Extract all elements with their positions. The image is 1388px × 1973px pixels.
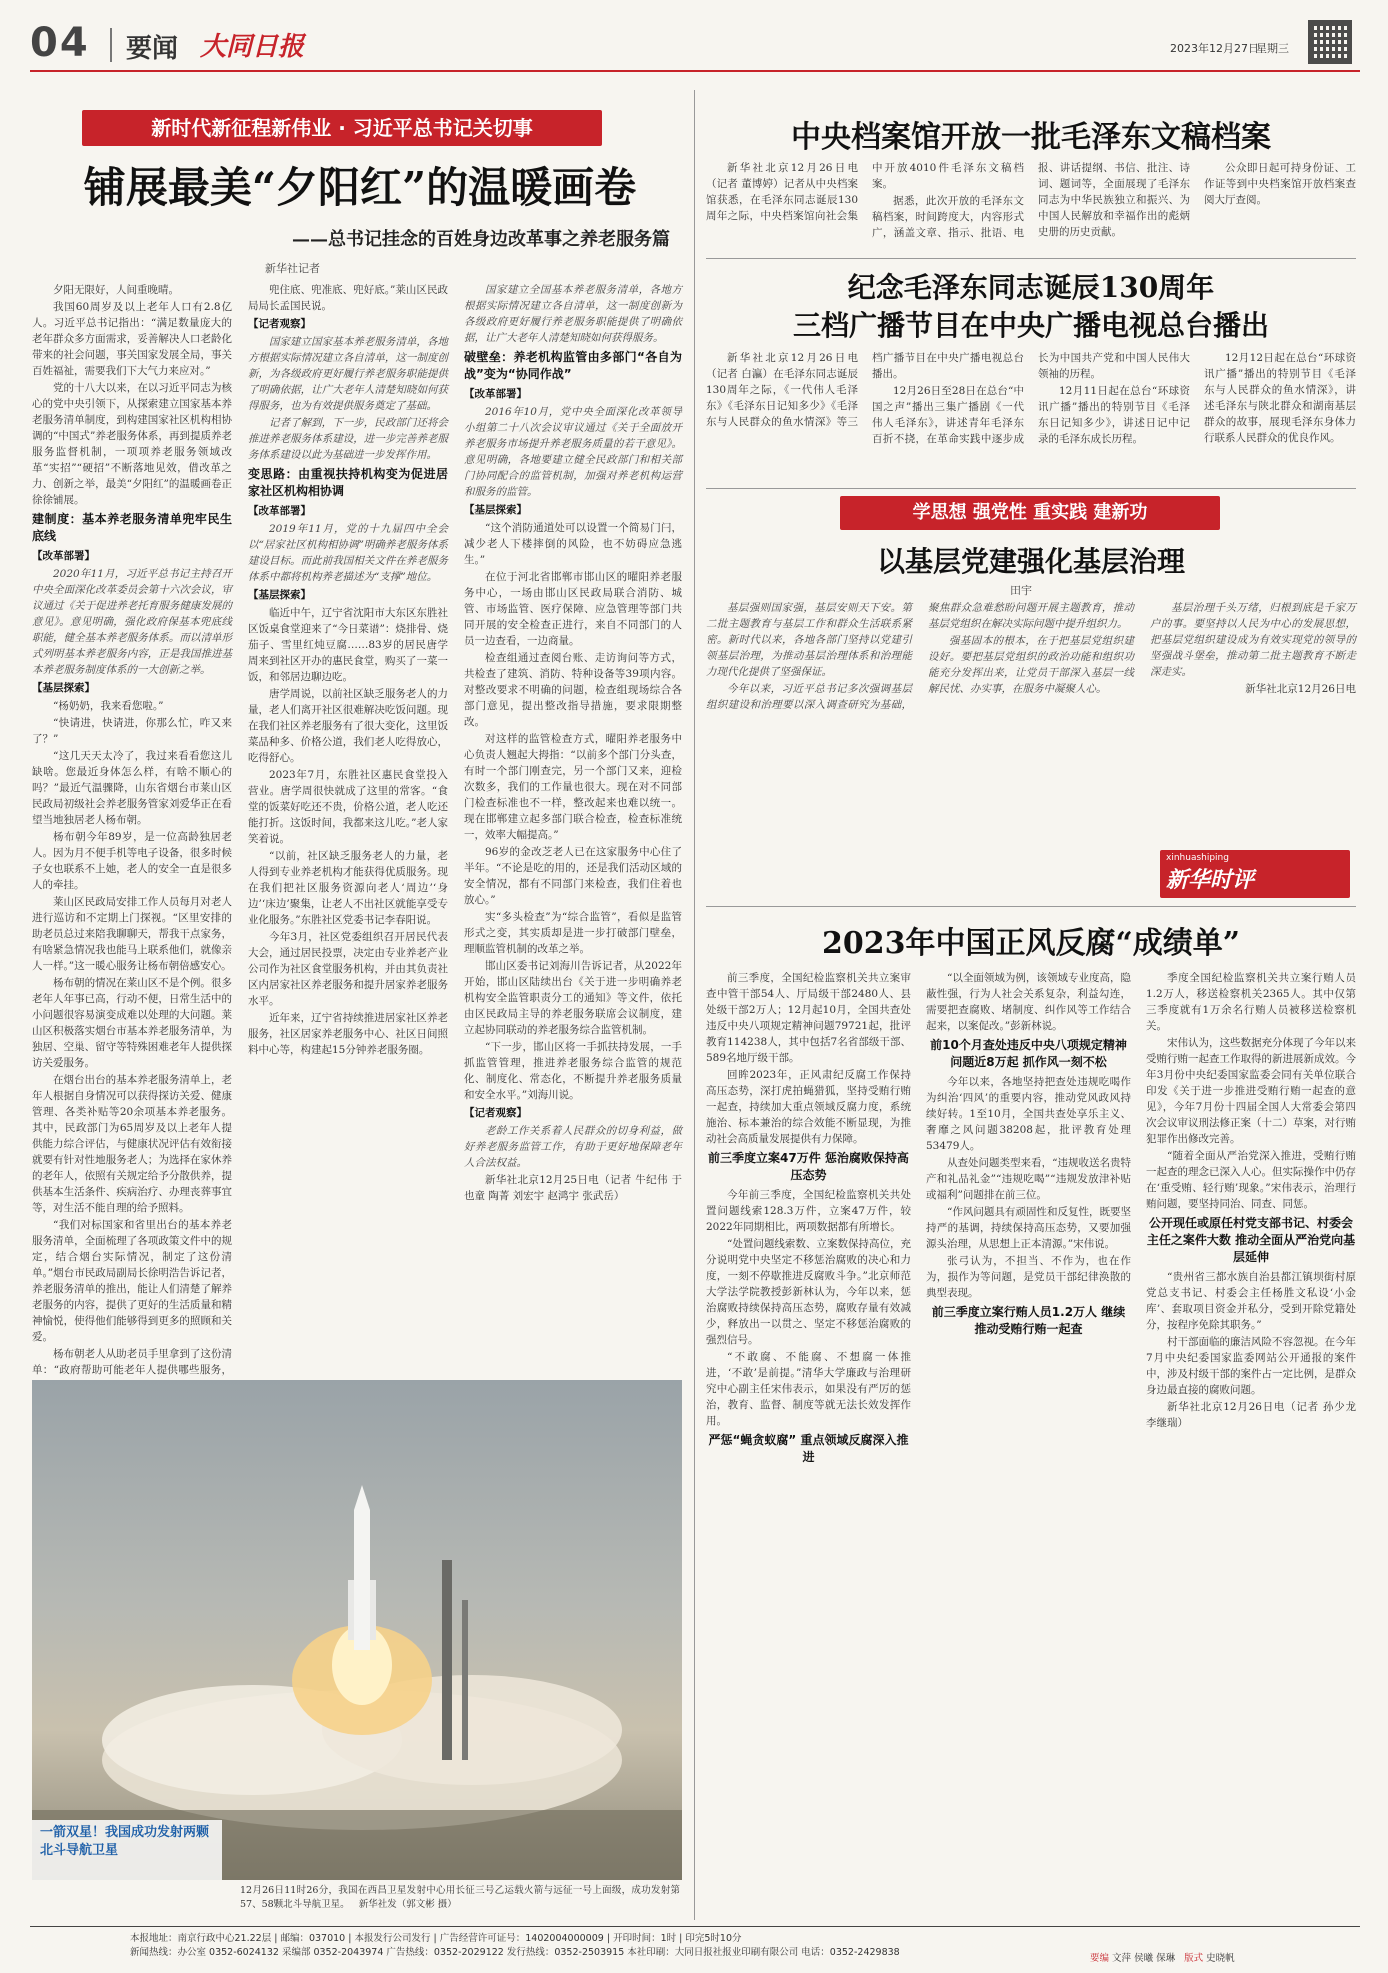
footer-editors xyxy=(1090,1950,1235,1964)
lead-paragraph: 兜住底、兜准底、兜好底。”莱山区民政局局长孟国民说。 xyxy=(248,284,448,312)
lead-section-tag: 【记者观察】 xyxy=(464,1107,527,1119)
lead-paragraph: “快请进，快请进，你那么忙，咋又来了？” xyxy=(32,717,232,745)
broadcast-paragraph: 12月11日起在总台“环球资讯广播”播出的特别节目《毛泽东日记知多少》，讲述日记中记录的毛泽东成长历程。 xyxy=(1038,385,1190,445)
footer-postcode: 邮编：037010 xyxy=(280,1933,346,1944)
lead-paragraph: 党的十八大以来，在以习近平同志为核心的党中央引领下，从探索建立国家基本养老服务清单制度，到构建国家社区机构相协调的“中国式”养老服务体系，再到提质养老服务监督机制，一项项养老服务领域改革“实招”“硬招”不断落地见效，借改革之力、创新之举，最美“夕阳红”的温暖画卷正徐徐铺展。 xyxy=(32,382,232,506)
section-divider xyxy=(706,488,1356,489)
xinhua-commentary-logo xyxy=(1160,850,1350,898)
lead-column-2 xyxy=(248,282,448,1367)
lead-paragraph: 临近中午，辽宁省沈阳市大东区东胜社区饭桌食堂迎来了“今日菜谱”：烧排骨、烧茄子、雪里红炖豆腐……83岁的居民唐学周来到社区开办的惠民食堂，购买了一菜一饭，和邻居边聊边吃。 xyxy=(248,607,448,683)
anticorruption-column-1 xyxy=(706,970,911,1920)
footer-rule xyxy=(30,1926,1360,1927)
photo-caption xyxy=(240,1884,680,1918)
anticorruption-paragraph: 今年以来，各地坚持把查处违规吃喝作为纠治‘四风’的重要内容，推动党风政风持续好转。1至10月，全国共查处享乐主义、奢靡之风问题38208起，批评教育处理53479人。 xyxy=(926,1076,1131,1152)
lead-paragraph: 国家建立国家基本养老服务清单，各地方根据实际情况建立各自清单，这一制度创新，为各级政府更好履行养老服务职能提供了明确依据，让广大老年人清楚知晓如何获得服务，也为有效提供服务奠定了基础。 xyxy=(248,336,448,412)
broadcast-paragraph: 新华社北京12月26日电（记者 白瀛）在毛泽东同志诞辰130周年之际，《一代伟人毛泽东》《毛泽东日记知多少》《毛泽东与人民群众的鱼水情深》等三档广播节目在中央广播电视总台播出。 xyxy=(706,352,1024,428)
lead-paragraph: 近年来，辽宁省持续推进居家社区养老服务，社区居家养老服务中心、社区日间照料中心等，构建起15分钟养老服务圈。 xyxy=(248,1012,448,1056)
anticorruption-paragraph: “不敢腐、不能腐、不想腐一体推进，‘不敢’是前提。”清华大学廉政与治理研究中心副主任宋伟表示，如果没有严厉的惩治，教育、监督、制度等就无法长效发挥作用。 xyxy=(706,1351,911,1427)
lead-paragraph: 夕阳无限好，人间重晚晴。 xyxy=(53,284,179,296)
xinhua-logo-text: 新华时评 xyxy=(1166,867,1255,893)
lead-dateline: 新华社北京12月25日电（记者 牛纪伟 于也童 陶菁 刘宏宇 赵鸿宇 张武岳） xyxy=(464,1174,682,1202)
lead-paragraph: “下一步，邯山区将一手抓扶持发展，一手抓监管管理，推进养老服务综合监管的规范化、制度化、常态化，不断提升养老服务质量和安全水平。”刘海川说。 xyxy=(464,1041,682,1101)
commentary-title: 以基层党建强化基层治理 xyxy=(876,545,1185,578)
masthead-rule xyxy=(30,70,1360,72)
lead-paragraph: 老龄工作关系着人民群众的切身利益，做好养老服务监管工作，有助于更好地保障老年人合法权益。 xyxy=(464,1125,682,1169)
commentary-paragraph: 强基固本的根本，在于把基层党组织建设好。要把基层党组织的政治功能和组织功能充分发挥出来，让党员干部深入基层一线解民忧、办实事，在服务中凝聚人心。 xyxy=(928,635,1134,695)
footer-print-time: 开印时间：1时 xyxy=(613,1933,677,1944)
broadcast-body xyxy=(706,350,1356,480)
anticorruption-paragraph: 回眸2023年，正风肃纪反腐工作保持高压态势，深打虎拍蝇猎狐，坚持受贿行贿一起查，持续加大重点领域反腐力度，系统施治、标本兼治的综合效能不断显现，为推动社会高质量发展提供有力保障。 xyxy=(706,1069,911,1145)
archive-paragraph: 据悉，此次开放的毛泽东文稿档案，时间跨度大，内容形式广，涵盖文章、指示、批语、电报、讲话提纲、书信、批注、诗词、题词等，全面展现了毛泽东同志为中华民族独立和振兴、为中国人民解放和幸福作出的彪炳史册的历史贡献。 xyxy=(872,162,1190,239)
anticorruption-paragraph: “处置问题线索数、立案数保持高位，充分说明党中央坚定不移惩治腐败的决心和力度，一刻不停歇推进反腐败斗争。”北京师范大学法学院教授彭新林认为，今年以来，惩治腐败持续保持高压态势，腐败存量有效减少，释放出一以贯之、坚定不移惩治腐败的强烈信号。 xyxy=(706,1238,911,1346)
lead-paragraph: “我们对标国家和省里出台的基本养老服务清单，全面梳理了各项政策文件中的规定，结合烟台实际情况，制定了这份清单。”烟台市民政局副局长徐明浩告诉记者，养老服务清单的推出，能让人们清楚了解养老服务的内容，提供了更好的生活质量和精神愉悦，使得他们能够得到更多的照顾和关爱。 xyxy=(32,1219,232,1343)
lead-paragraph: “杨奶奶，我来看您啦。” xyxy=(53,700,164,712)
lead-section-tag: 【基层探索】 xyxy=(248,589,311,601)
lead-section-tag: 【改革部署】 xyxy=(464,388,527,400)
lead-paragraph: “这几天天太冷了，我过来看看您这儿缺啥。您最近身体怎么样，有啥不顺心的吗？”最近气温骤降，山东省烟台市莱山区民政局初级社会养老服务管家刘爱华正在看望当地独居老人杨布朝。 xyxy=(32,750,232,826)
footer-address: 本报地址：南京行政中心21.22层 xyxy=(130,1933,272,1944)
lead-paragraph: 杨布朝老人从助老员手里拿到了这份清单：“政府帮助可能老年人提供哪些服务， xyxy=(32,1348,232,1376)
anticorruption-title: 2023年中国正风反腐“成绩单” xyxy=(821,926,1240,961)
lead-paragraph: 杨布朝今年89岁，是一位高龄独居老人。因为月不便手机等电子设备，很多时候子女也联系不上她，老人的安全一直是很多人的牵挂。 xyxy=(32,831,232,891)
anticorruption-paragraph: “以全面领域为例，该领域专业度高，隐蔽性强，行为人社会关系复杂，利益勾连，需要把查腐败、堵制度、纠作风等工作结合起来，以案促改。”彭新林说。 xyxy=(926,972,1131,1032)
anticorruption-column-3 xyxy=(1146,970,1356,1920)
designer-label: 版式 xyxy=(1184,1953,1204,1964)
photo-caption-text: 12月26日11时26分，我国在西昌卫星发射中心用长征三号乙运载火箭与远征一号上面级，成功发射第57、58颗北斗导航卫星。 xyxy=(240,1885,680,1910)
footer-line-1: 本报地址：南京行政中心21.22层 | 邮编：037010 | 本报发行公司发行 | 广告经营许可证号：1402004000009 | 开印时间：1时 | 印完5时10分 xyxy=(130,1933,742,1944)
masthead xyxy=(30,20,1360,70)
anticorruption-paragraph: 季度全国纪检监察机关共立案行贿人员1.2万人，移送检察机关2365人。其中仅第三季度就有1万余名行贿人员被移送检察机关。 xyxy=(1146,972,1356,1032)
commentary-banner xyxy=(840,496,1220,530)
masthead-divider xyxy=(110,28,112,62)
anticorruption-paragraph: “作风问题具有顽固性和反复性，既要坚持严的基调，持续保持高压态势，又要加强源头治理，从思想上正本清源。”宋伟说。 xyxy=(926,1206,1131,1250)
lead-subhead: 变思路：由重视扶持机构变为促进居家社区机构相协调 xyxy=(248,467,448,498)
anticorruption-subhead: 严惩“蝇贪蚁腐” 重点领域反腐深入推进 xyxy=(708,1433,909,1464)
lead-section-tag: 【改革部署】 xyxy=(32,550,95,562)
page-number: 04 xyxy=(30,20,90,66)
footer-phones: 新闻热线：办公室 0352-6024132 采编部 0352-2043974 广告热线：0352-2029122 发行热线：0352-2503915 本社印刷：大同日报社报业印刷有限公司 电话：0352-2429838 xyxy=(130,1947,900,1958)
archive-paragraph: 新华社北京12月26日电（记者 董博婷）记者从中央档案馆获悉，在毛泽东同志诞辰130周年之际，中央档案馆向社会集中开放4010件毛泽东文稿档案。 xyxy=(706,162,1024,222)
photo-caption-title: 一箭双星！我国成功发射两颗北斗导航卫星 xyxy=(40,1825,210,1858)
designer-name: 史晓帆 xyxy=(1206,1953,1235,1964)
lead-section-tag: 【基层探索】 xyxy=(464,504,527,516)
lead-subtitle: ——总书记挂念的百姓身边改革事之养老服务篇 xyxy=(292,229,670,250)
lead-paragraph: 在烟台出台的基本养老服务清单上，老年人根据自身情况可以获得探访关爱、健康管理、各类补贴等20余项基本养老服务。其中，民政部门为65周岁及以上老年人提供能力综合评估，与健康状况评估有效衔接就要有针对性地服务老人；为选择在家休养的老年人，依照有关规定给予分散供养，提供基本生活条件、疾病治疗、办理丧葬事宜等，对生活不能自理的给予照料。 xyxy=(32,1074,232,1214)
issue-weekday: 星期三 xyxy=(1256,42,1289,55)
lead-subhead: 建制度：基本养老服务清单兜牢民生底线 xyxy=(32,512,232,543)
commentary-dateline: 新华社北京12月26日电 xyxy=(1245,683,1356,695)
anticorruption-subhead: 公开现任或原任村党支部书记、村委会主任之案件大数 推动全面从严治党向基层延伸 xyxy=(1146,1216,1356,1264)
broadcast-title-line-2: 三档广播节目在中央广播电视总台播出 xyxy=(792,309,1269,342)
editor-names: 文萍 侯曦 保琳 xyxy=(1112,1953,1176,1964)
commentary-paragraph: 基层强则国家强，基层安则天下安。第二批主题教育与基层工作和群众生活联系紧密。新时代以来，各地各部门坚持以党建引领基层治理，为推动基层治理体系和治理能力现代化提供了坚强保证。 xyxy=(706,602,912,678)
lead-paragraph: 莱山区民政局安排工作人员每月对老人进行巡访和不定期上门探视。“区里安排的助老员总过来陪我聊聊天，帮我干点家务，有啥紧急情况我也能马上联系他们，就像亲人一样。”这一暖心服务让杨布朝倍感安心。 xyxy=(32,896,232,972)
lead-paragraph: 2016年10月，党中央全面深化改革领导小组第二十八次会议审议通过《关于全面放开养老服务市场提升养老服务质量的若干意见》。意见明确，各地要建立健全民政部门和相关部门协同配合的监管机制，加强对养老机构运营和服务的监管。 xyxy=(464,406,682,498)
lead-banner-text: 新时代新征程新伟业 · 习近平总书记关切事 xyxy=(151,116,533,140)
lead-banner xyxy=(82,110,602,146)
archive-body xyxy=(706,160,1356,252)
anticorruption-subhead: 前10个月查处违反中央八项规定精神问题近8万起 抓作风一刻不松 xyxy=(930,1038,1127,1069)
lead-paragraph: 2020年11月，习近平总书记主持召开中央全面深化改革委员会第十六次会议，审议通过《关于促进养老托育服务健康发展的意见》。意见明确，强化政府保基本兜底线职能，健全基本养老服务体系。而以清单形式列明基本养老服务内容，正是我国推进基本养老服务制度体系的一大创新之举。 xyxy=(32,568,232,676)
section-divider xyxy=(706,906,1356,907)
lead-paragraph: 唐学周说，以前社区缺乏服务老人的力量，老人们离开社区很难解决吃饭问题。现在我们社区养老服务有了很大变化，这里饭菜品种多、价格公道，我们老人吃得放心，吃得舒心。 xyxy=(248,688,448,764)
lead-title: 铺展最美“夕阳红”的温暖画卷 xyxy=(83,163,637,212)
anticorruption-paragraph: “贵州省三都水族自治县都江镇坝街村原党总支书记、村委会主任杨胜文私设‘小金库’、套取项目资金并私分，受到开除党籍处分，按程序免除其职务。” xyxy=(1146,1271,1356,1331)
broadcast-paragraph: 12月12日起在总台“环球资讯广播”播出的特别节目《毛泽东与人民群众的鱼水情深》，讲述毛泽东与陕北群众和湖南基层群众的故事，展现毛泽东身体力行联系人民群众的优良作风。 xyxy=(1204,352,1356,444)
commentary-author: 田宇 xyxy=(1010,584,1032,597)
footer-ad-license: 广告经营许可证号：1402004000009 xyxy=(439,1933,604,1944)
photo-caption-box xyxy=(32,1820,222,1880)
issue-date: 2023年12月27日 xyxy=(1170,42,1259,55)
lead-paragraph: 2023年7月，东胜社区惠民食堂投入营业。唐学周很快就成了这里的常客。“食堂的饭菜好吃还不贵，价格公道，老人吃还能打折。这饭时间，我都来这儿吃。”老人家笑着说。 xyxy=(248,769,448,845)
lead-section-tag: 【记者观察】 xyxy=(248,318,311,330)
editor-label: 要编 xyxy=(1090,1953,1110,1964)
lead-paragraph: 今年3月，社区党委组织召开居民代表大会，通过居民投票，决定由专业养老产业公司作为社区食堂服务机构，并由其负责社区内居家社区养老服务和提升居家养老服务水平。 xyxy=(248,931,448,1007)
commentary-paragraph: 今年以来，习近平总书记多次强调基层组织建设和治理要以深入调查研究为基础，聚焦群众急难愁盼问题开展主题教育，推动基层党组织在解决实际问题中提升组织力。 xyxy=(706,602,1134,711)
photo-credit: 新华社发（郭文彬 摄） xyxy=(358,1899,457,1910)
lead-paragraph: 杨布朝的情况在莱山区不是个例。很多老年人年事已高，行动不便，日常生活中的小问题很容易演变成难以处理的大问题。莱山区积极落实烟台市基本养老服务清单，为独居、空巢、留守等特殊困难老年人提供探访关爱服务。 xyxy=(32,977,232,1069)
anticorruption-paragraph: “随着全面从严治党深入推进，受贿行贿一起查的理念已深入人心。但实际操作中仍存在‘重受贿、轻行贿’现象。”宋伟表示，治理行贿问题，要坚持同治、同查、同惩。 xyxy=(1146,1150,1356,1210)
lead-section-tag: 【基层探索】 xyxy=(32,682,95,694)
footer-info xyxy=(130,1932,1230,1960)
section-name: 要闻 xyxy=(126,34,179,64)
lead-paragraph: 国家建立全国基本养老服务清单，各地方根据实际情况建立各自清单，这一制度创新为各级政府更好履行养老服务职能提供了明确依据，让广大老年人清楚知晓如何获得服务。 xyxy=(464,284,682,344)
lead-paragraph: 96岁的金改芝老人已在这家服务中心住了半年。“不论是吃的用的，还是我们活动区域的安全情况，都有不同部门来检查，我们住着也放心。” xyxy=(464,846,682,906)
lead-column-1 xyxy=(32,282,232,1376)
anticorruption-paragraph: 前三季度，全国纪检监察机关共立案审查中管干部54人、厅局级干部2480人、县处级干部2万人；12月起10月，全国共查处违反中央八项规定精神问题79721起，批评教育114238人，其中包括7名省部级干部、589名地厅级干部。 xyxy=(706,972,911,1064)
rocket-launch-illustration xyxy=(32,1380,682,1880)
anticorruption-paragraph: 张弓认为，不担当、不作为，也在作为，损作为等问题，是党员干部纪律涣散的典型表现。 xyxy=(926,1255,1131,1299)
section-divider xyxy=(706,258,1356,259)
commentary-banner-text: 学思想 强党性 重实践 建新功 xyxy=(912,502,1148,523)
commentary-paragraph: 基层治理千头万绪，归根到底是千家万户的事。要坚持以人民为中心的发展思想，把基层党组织建设成为有效实现党的领导的坚强战斗堡垒，推动第二批主题教育不断走深走实。 xyxy=(1150,602,1356,678)
lead-section-tag: 【改革部署】 xyxy=(248,505,311,517)
lead-paragraph: 实“多头检查”为“综合监管”，看似是监管形式之变，其实质却是进一步打破部门壁垒，理顺监管机制的改革之举。 xyxy=(464,911,682,955)
rocket-launch-photo xyxy=(32,1380,682,1880)
anticorruption-paragraph: 从查处问题类型来看，“违规收送名贵特产和礼品礼金”“违规吃喝”“违规发放津补贴或福利”问题排在前三位。 xyxy=(926,1157,1131,1201)
lead-paragraph: “以前，社区缺乏服务老人的力量，老人得到专业养老机构才能获得优质服务。现在我们把社区服务资源向老人‘周边’‘身边’‘床边’聚集，让老人不出社区就能享受专业化服务。”东胜社区党委书记李春阳说。 xyxy=(248,850,448,926)
archive-paragraph: 公众即日起可持身份证、工作证等到中央档案馆开放档案查阅大厅查阅。 xyxy=(1204,162,1356,206)
anticorruption-paragraph: 今年前三季度，全国纪检监察机关共处置问题线索128.3万件，立案47万件，较2022年同期相比，两项数据都有所增长。 xyxy=(706,1189,911,1233)
lead-paragraph: 记者了解到，下一步，民政部门还将会推进养老服务体系建设，进一步完善养老服务体系建设以此为基础进一步发挥作用。 xyxy=(248,417,448,461)
qr-code-icon xyxy=(1308,20,1352,64)
paper-logo: 大同日报 xyxy=(200,32,305,62)
xinhua-logo-pinyin: xinhuashiping xyxy=(1166,853,1229,863)
lead-paragraph: 邯山区委书记刘海川告诉记者，从2022年开始，邯山区陆续出台《关于进一步明确养老机构安全监管职责分工的通知》等文件，依托由区民政局主导的养老服务联席会议制度，建立起协同联动的养老服务综合监管机制。 xyxy=(464,960,682,1036)
lead-paragraph: 2019年11月，党的十九届四中全会以“居家社区机构相协调”明确养老服务体系建设目标。而此前我国相关文件在养老服务体系中都将机构养老描述为“支撑”地位。 xyxy=(248,523,448,583)
anticorruption-subhead: 前三季度立案47万件 惩治腐败保持高压态势 xyxy=(708,1151,909,1182)
archive-title: 中央档案馆开放一批毛泽东文稿档案 xyxy=(791,120,1271,155)
lead-paragraph: 我国60周岁及以上老年人口有2.8亿人。习近平总书记指出：“满足数量庞大的老年群众多方面需求，妥善解决人口老龄化带来的社会问题，事关国家发展全局，事关百姓福祉，需要我们下大气力来应对。” xyxy=(32,301,232,377)
anticorruption-paragraph: 宋伟认为，这些数据充分体现了今年以来受贿行贿一起查工作取得的新进展新成效。今年3月份中央纪委国家监委会同有关单位联合印发《关于进一步推进受贿行贿一起查的意见》，今年7月份十四届全国人大常委会第四次会议审议刑法修正案（十二）草案，对行贿犯罪作出修改完善。 xyxy=(1146,1037,1356,1145)
anticorruption-subhead: 前三季度立案行贿人员1.2万人 继续推动受贿行贿一起查 xyxy=(931,1305,1126,1336)
column-divider xyxy=(694,90,695,1920)
lead-paragraph: 在位于河北省邯郸市邯山区的曜阳养老服务中心，一场由邯山区民政局联合消防、城管、市场监管、医疗保障、应急管理等部门共同开展的安全检查正进行，来自不同部门的人员一边查看，一边商量。 xyxy=(464,571,682,647)
lead-byline: 新华社记者 xyxy=(265,262,320,275)
footer-publisher: 本报发行公司发行 xyxy=(354,1933,431,1944)
lead-paragraph: “这个消防通道处可以设置一个简易门闩，减少老人下楼摔倒的风险，也不妨碍应急逃生。” xyxy=(464,522,682,566)
broadcast-title-line-1: 纪念毛泽东同志诞辰130周年 xyxy=(847,271,1215,304)
lead-paragraph: 检查组通过查阅台账、走访询问等方式，共检查了建筑、消防、特种设备等39项内容。对整改要求不明确的问题，检查组现场综合各部门意见，提出整改指导措施，要求限期整改。 xyxy=(464,652,682,728)
lead-subhead: 破壁垒：养老机构监管由多部门“各自为战”变为“协同作战” xyxy=(464,350,682,381)
anticorruption-dateline: 新华社北京12月26日电（记者 孙少龙 李继瑞） xyxy=(1146,1401,1356,1429)
anticorruption-column-2 xyxy=(926,970,1131,1920)
lead-column-3 xyxy=(464,282,682,1367)
broadcast-paragraph: 12月26日至28日在总台“中国之声”播出三集广播剧《一代伟人毛泽东》，讲述青年毛泽东百折不挠，在革命实践中逐步成长为中国共产党和中国人民伟大领袖的历程。 xyxy=(872,352,1190,445)
footer-finish-time: 印完5时10分 xyxy=(685,1933,742,1944)
anticorruption-paragraph: 村干部面临的廉洁风险不容忽视。在今年7月中央纪委国家监委网站公开通报的案件中，涉及村级干部的案件占一定比例，是群众身边最直接的腐败问题。 xyxy=(1146,1336,1356,1396)
lead-paragraph: 对这样的监管检查方式，曜阳养老服务中心负责人翘起大拇指：“以前多个部门分头查，有时一个部门刚查完，另一个部门又来，迎检次数多，我们的工作量也很大。现在对不同部门检查标准也不一样，整改起来也难以统一。现在邯郸建立起多部门联合检查，检查标准统一，效率大幅提高。” xyxy=(464,733,682,841)
